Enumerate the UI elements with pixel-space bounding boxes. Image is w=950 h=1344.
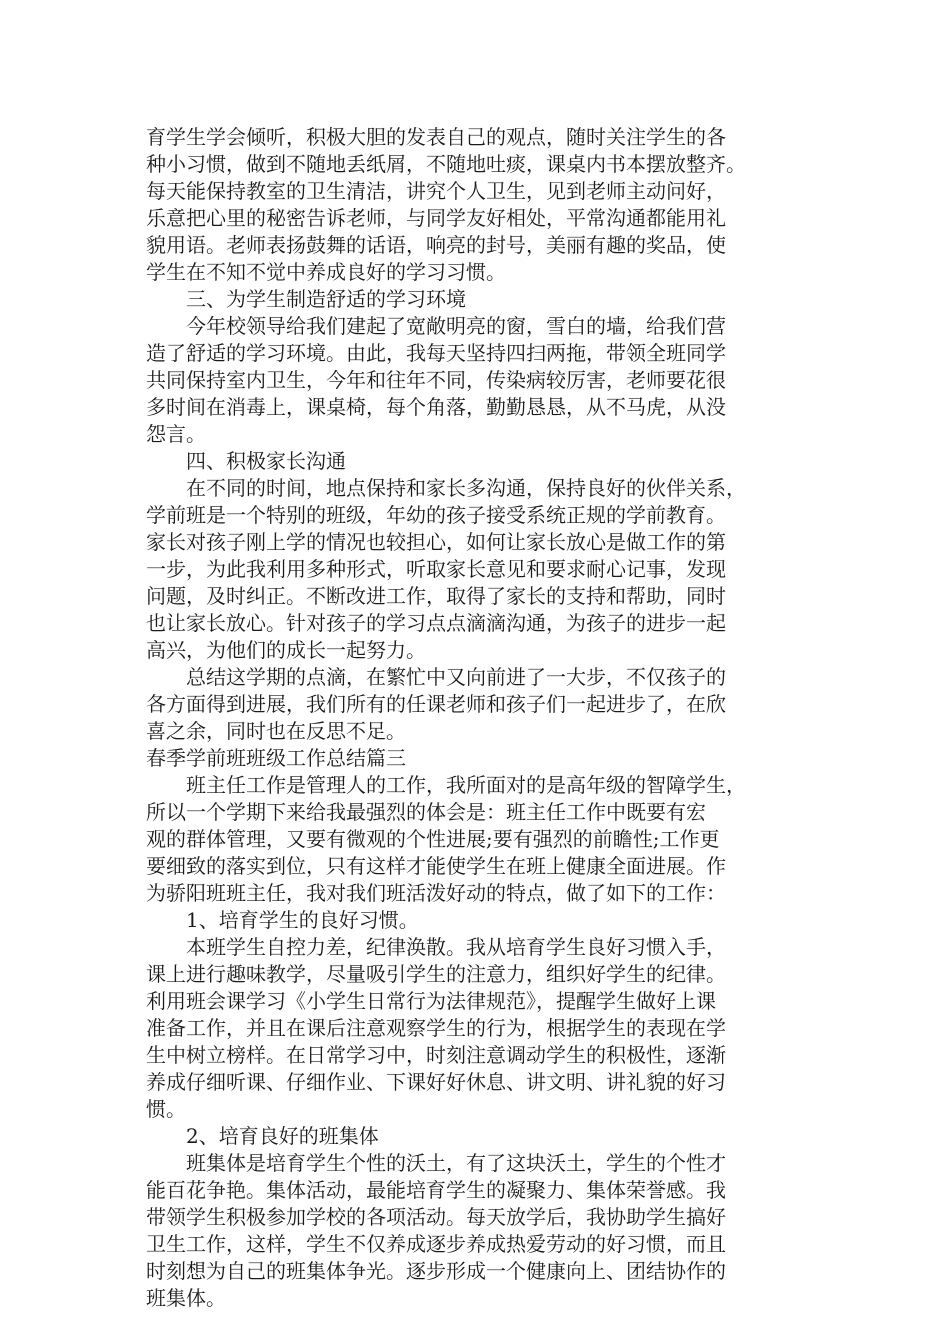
text-line: 家长对孩子刚上学的情况也较担心，如何让家长放心是做工作的第 <box>146 530 726 554</box>
text-line: 共同保持室内卫生，今年和往年不同，传染病较厉害，老师要花很 <box>146 368 726 392</box>
text-line: 2、培育良好的班集体 <box>186 1124 379 1148</box>
text-line: 养成仔细听课、仔细作业、下课好好休息、讲文明、讲礼貌的好习 <box>146 1070 726 1094</box>
text-line: 能百花争艳。集体活动，最能培育学生的凝聚力、集体荣誉感。我 <box>146 1178 726 1202</box>
text-line: 1、培育学生的良好习惯。 <box>186 908 419 932</box>
text-line: 惯。 <box>146 1097 186 1121</box>
text-line: 学生在不知不觉中养成良好的学习习惯。 <box>146 260 506 284</box>
text-line: 要细致的落实到位，只有这样才能使学生在班上健康全面进展。作 <box>146 854 726 878</box>
text-line: 高兴，为他们的成长一起努力。 <box>146 638 426 662</box>
text-line: 种小习惯，做到不随地丢纸屑，不随地吐痰，课桌内书本摆放整齐。 <box>146 152 746 176</box>
text-line: 总结这学期的点滴，在繁忙中又向前进了一大步，不仅孩子的 <box>186 665 726 689</box>
text-line: 也让家长放心。针对孩子的学习点点滴滴沟通，为孩子的进步一起 <box>146 611 726 635</box>
text-line: 怨言。 <box>146 422 206 446</box>
text-line: 乐意把心里的秘密告诉老师，与同学友好相处，平常沟通都能用礼 <box>146 206 726 230</box>
text-line: 四、积极家长沟通 <box>186 449 346 473</box>
text-line: 为骄阳班班主任，我对我们班活泼好动的特点，做了如下的工作： <box>146 881 726 905</box>
text-line: 卫生工作，这样，学生不仅养成逐步养成热爱劳动的好习惯，而且 <box>146 1232 726 1256</box>
text-line: 一步，为此我利用多种形式，听取家长意见和要求耐心记事，发现 <box>146 557 726 581</box>
text-line: 多时间在消毒上，课桌椅，每个角落，勤勤恳恳，从不马虎，从没 <box>146 395 726 419</box>
text-line: 各方面得到进展，我们所有的任课老师和孩子们一起进步了，在欣 <box>146 692 726 716</box>
text-line: 三、为学生制造舒适的学习环境 <box>186 287 466 311</box>
document-body <box>146 124 826 1312</box>
text-line: 观的群体管理，又要有微观的个性进展;要有强烈的前瞻性;工作更 <box>146 827 720 851</box>
text-line: 学前班是一个特别的班级，年幼的孩子接受系统正规的学前教育。 <box>146 503 726 527</box>
text-line: 造了舒适的学习环境。由此，我每天坚持四扫两拖，带领全班同学 <box>146 341 726 365</box>
text-line: 班主任工作是管理人的工作，我所面对的是高年级的智障学生， <box>186 773 746 797</box>
text-line: 在不同的时间，地点保持和家长多沟通，保持良好的伙伴关系， <box>186 476 746 500</box>
text-line: 问题，及时纠正。不断改进工作，取得了家长的支持和帮助，同时 <box>146 584 726 608</box>
text-line: 班集体。 <box>146 1286 226 1310</box>
text-line: 课上进行趣味教学，尽量吸引学生的注意力，组织好学生的纪律。 <box>146 962 726 986</box>
text-line: 带领学生积极参加学校的各项活动。每天放学后，我协助学生搞好 <box>146 1205 726 1229</box>
text-line: 本班学生自控力差，纪律涣散。我从培育学生良好习惯入手， <box>186 935 726 959</box>
text-line: 貌用语。老师表扬鼓舞的话语，响亮的封号，美丽有趣的奖品，使 <box>146 233 726 257</box>
text-line: 班集体是培育学生个性的沃土，有了这块沃土，学生的个性才 <box>186 1151 726 1175</box>
text-line: 春季学前班班级工作总结篇三 <box>146 746 406 770</box>
text-line: 利用班会课学习《小学生日常行为法律规范》，提醒学生做好上课 <box>146 989 716 1013</box>
text-line: 育学生学会倾听，积极大胆的发表自己的观点，随时关注学生的各 <box>146 125 726 149</box>
text-line: 每天能保持教室的卫生清洁，讲究个人卫生，见到老师主动问好， <box>146 179 726 203</box>
text-line: 准备工作，并且在课后注意观察学生的行为，根据学生的表现在学 <box>146 1016 726 1040</box>
text-line: 生中树立榜样。在日常学习中，时刻注意调动学生的积极性，逐渐 <box>146 1043 726 1067</box>
text-line: 喜之余，同时也在反思不足。 <box>146 719 406 743</box>
text-line: 时刻想为自己的班集体争光。逐步形成一个健康向上、团结协作的 <box>146 1259 726 1283</box>
text-line: 今年校领导给我们建起了宽敞明亮的窗，雪白的墙，给我们营 <box>186 314 726 338</box>
text-line: 所以一个学期下来给我最强烈的体会是：班主任工作中既要有宏 <box>146 800 706 824</box>
